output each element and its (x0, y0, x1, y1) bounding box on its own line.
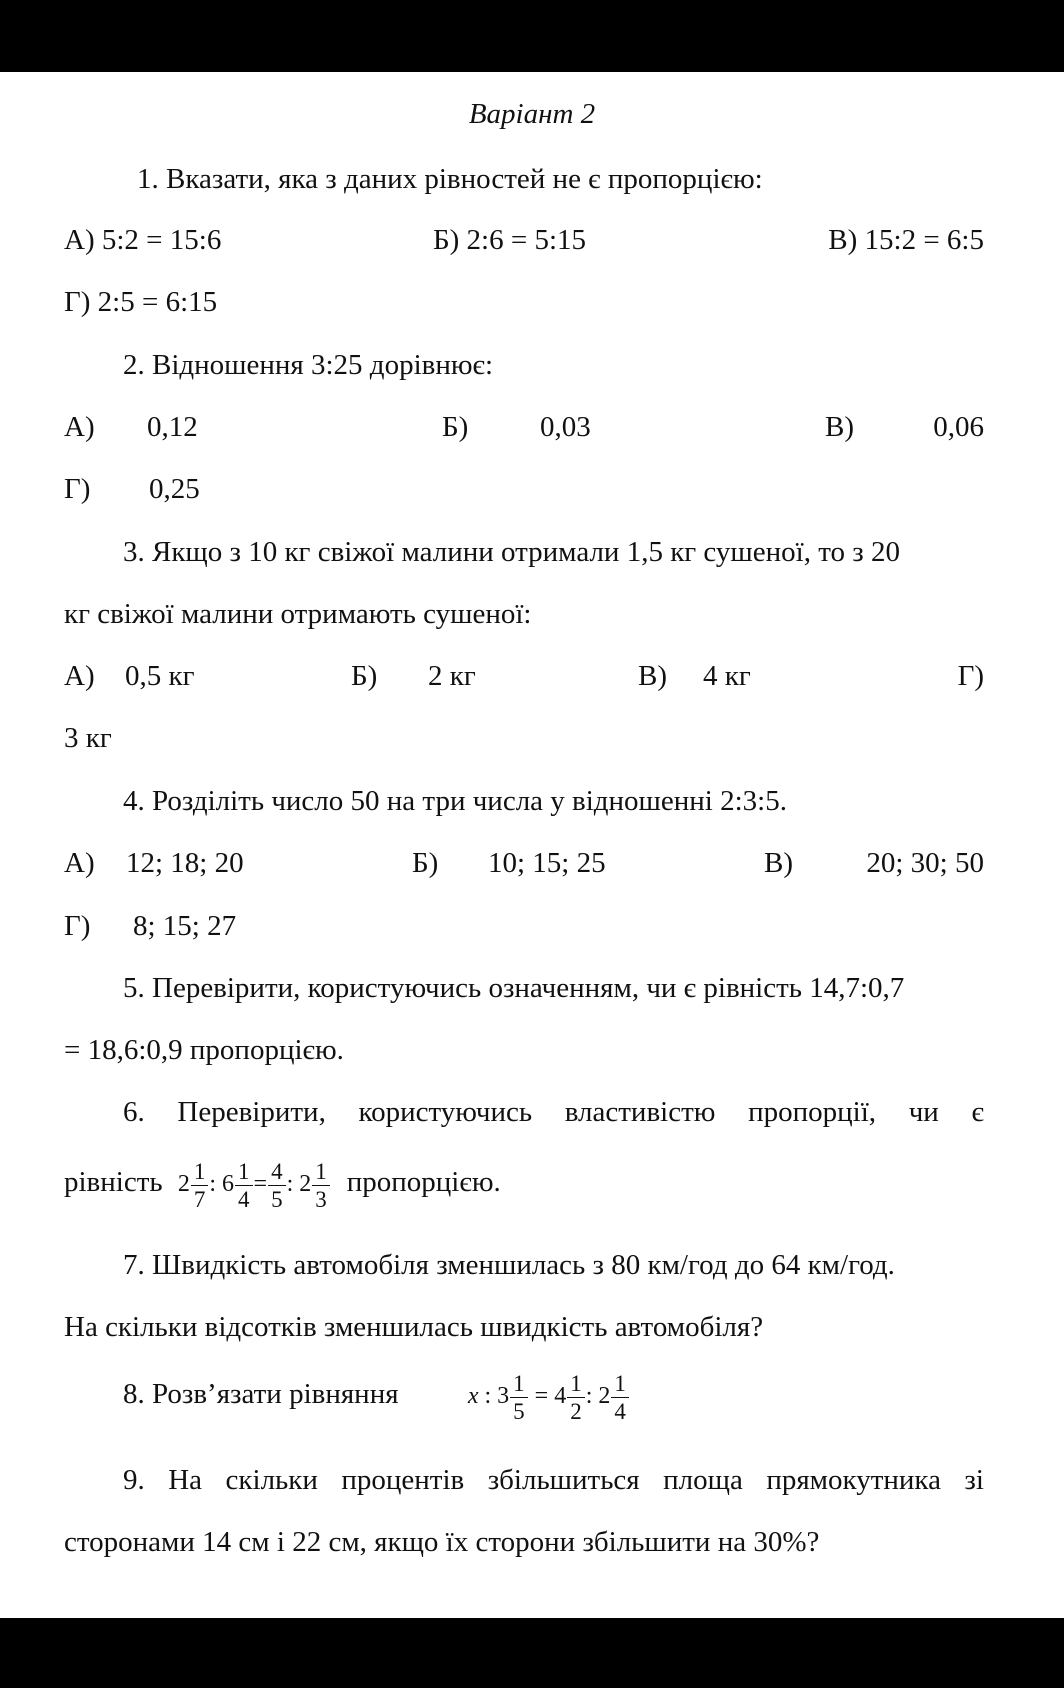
q3-option-a-value: 0,5 кг (125, 660, 195, 692)
q9-word: процентів (341, 1464, 465, 1496)
whole-number: 4 (554, 1383, 567, 1409)
q1-option-a: А) 5:2 = 15:6 (64, 224, 222, 256)
denominator: 5 (271, 1186, 283, 1212)
question-6-line-1 (123, 1094, 984, 1130)
denominator: 7 (193, 1186, 206, 1212)
question-6-line-2 (64, 1150, 501, 1216)
q9-word: площа (663, 1464, 743, 1496)
q4-option-c-value: 20; 30; 50 (866, 847, 984, 879)
question-9-line-1 (123, 1462, 984, 1498)
q2-option-c-letter: В) (825, 411, 854, 443)
question-3-line-1: 3. Якщо з 10 кг свіжої малини отримали 1,5 кг сушеної, то з 20 (123, 536, 900, 568)
q3-option-b-value: 2 кг (428, 660, 476, 692)
numerator: 1 (510, 1370, 528, 1398)
question-4: 4. Розділіть число 50 на три числа у відношенні 2:3:5. (123, 785, 787, 817)
q3-option-c-value: 4 кг (703, 660, 751, 692)
whole-number: 6 (222, 1171, 235, 1197)
operator: : (484, 1383, 492, 1409)
question-9-line-2: сторонами 14 см і 22 см, якщо їх сторони збільшити на 30%? (64, 1526, 820, 1558)
q1-option-c: В) 15:2 = 6:5 (828, 224, 984, 256)
fraction (611, 1370, 629, 1425)
q8-text: 8. Розв’язати рівняння (123, 1378, 399, 1410)
q6-word: Перевірити, (177, 1096, 326, 1128)
q1-option-d: Г) 2:5 = 6:15 (64, 286, 218, 318)
fraction (510, 1370, 528, 1425)
denominator: 4 (238, 1186, 250, 1212)
numerator: 1 (312, 1158, 330, 1186)
q3-option-b-letter: Б) (351, 660, 378, 692)
denominator: 2 (570, 1398, 582, 1424)
q3-option-d-value: 3 кг (64, 722, 112, 754)
question-7-line-2: На скільки відсотків зменшилась швидкість автомобіля? (64, 1311, 764, 1343)
q4-option-a-letter: А) (64, 847, 95, 879)
q2-option-d-value: 0,25 (149, 473, 200, 505)
q4-option-c-letter: В) (764, 847, 793, 879)
q4-option-d-value: 8; 15; 27 (133, 910, 237, 942)
denominator: 4 (614, 1398, 626, 1424)
question-2: 2. Відношення 3:25 дорівнює: (123, 349, 494, 381)
q8-equation (467, 1370, 630, 1424)
q2-option-a-letter: А) (64, 411, 95, 443)
fraction (567, 1370, 585, 1425)
question-8 (123, 1362, 630, 1428)
q9-word: На (168, 1464, 203, 1496)
q2-option-b-value: 0,03 (540, 411, 591, 443)
q6-word: є (971, 1096, 984, 1128)
numerator: 4 (268, 1158, 286, 1186)
q2-option-c-value: 0,06 (933, 411, 984, 443)
numerator: 1 (611, 1370, 629, 1398)
whole-number: 2 (177, 1171, 190, 1197)
q6-word: користуючись (358, 1096, 533, 1128)
numerator: 1 (191, 1158, 209, 1186)
numerator: 1 (235, 1158, 253, 1186)
q6-word: властивістю (564, 1096, 716, 1128)
q4-option-b-value: 10; 15; 25 (488, 847, 606, 879)
operator: = (253, 1171, 268, 1197)
question-5-line-2: = 18,6:0,9 пропорцією. (64, 1034, 344, 1066)
whole-number: 2 (299, 1171, 312, 1197)
q6-word: чи (908, 1096, 939, 1128)
q9-word: скільки (225, 1464, 318, 1496)
q4-option-d-letter: Г) (64, 910, 91, 942)
fraction (191, 1158, 209, 1213)
variant-title: Варіант 2 (468, 98, 596, 130)
question-7-line-1: 7. Швидкість автомобіля зменшилась з 80 км/год до 64 км/год. (123, 1249, 895, 1281)
q9-word: зі (964, 1464, 984, 1496)
denominator: 5 (513, 1398, 525, 1424)
q9-word: прямокутника (766, 1464, 941, 1496)
fraction (235, 1158, 253, 1213)
fraction (268, 1158, 286, 1213)
operator: : (286, 1171, 294, 1197)
operator: : (585, 1383, 593, 1409)
fraction (312, 1158, 330, 1213)
q4-option-b-letter: Б) (412, 847, 439, 879)
numerator: 1 (567, 1370, 585, 1398)
q9-word: збільшиться (487, 1464, 640, 1496)
operator: : (209, 1171, 217, 1197)
q6-proportion-formula (177, 1158, 337, 1212)
question-3-line-2: кг свіжої малини отримають сушеної: (64, 598, 532, 630)
variable: x (467, 1383, 479, 1409)
question-1: 1. Вказати, яка з даних рівностей не є пропорцією: (137, 163, 763, 195)
q6-prefix: рівність (64, 1166, 163, 1198)
q2-option-b-letter: Б) (442, 411, 469, 443)
q6-word: пропорції, (748, 1096, 877, 1128)
q2-option-a-value: 0,12 (147, 411, 198, 443)
q6-suffix: пропорцією. (346, 1166, 501, 1198)
whole-number: 2 (598, 1383, 611, 1409)
denominator: 3 (315, 1186, 327, 1212)
document-page (0, 72, 1064, 1618)
q4-option-a-value: 12; 18; 20 (126, 847, 244, 879)
whole-number: 3 (497, 1383, 510, 1409)
q6-word: 6. (123, 1096, 145, 1128)
q9-word: 9. (123, 1464, 145, 1496)
q1-option-b: Б) 2:6 = 5:15 (433, 224, 587, 256)
question-5-line-1: 5. Перевірити, користуючись означенням, чи є рівність 14,7:0,7 (123, 972, 905, 1004)
q3-option-d-letter: Г) (957, 660, 984, 692)
q2-option-d-letter: Г) (64, 473, 91, 505)
q3-option-c-letter: В) (638, 660, 667, 692)
q3-option-a-letter: А) (64, 660, 95, 692)
operator: = (534, 1383, 549, 1409)
